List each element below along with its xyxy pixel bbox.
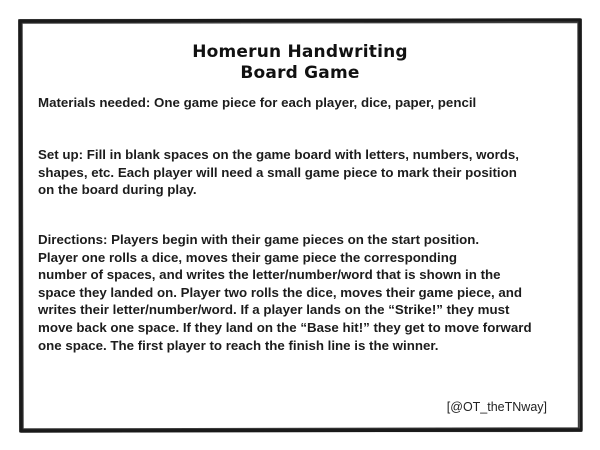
setup-line-3: on the board during play. bbox=[38, 182, 197, 198]
materials-paragraph bbox=[38, 94, 568, 112]
setup-paragraph bbox=[38, 146, 568, 199]
author-credit: [@OT_theTNway] bbox=[446, 400, 547, 414]
directions-line-4: space they landed on. Player two rolls the dice, moves their game piece, and bbox=[38, 284, 523, 300]
page-title bbox=[0, 42, 600, 84]
directions-line-6: move back one space. If they land on the “Base hit!” they get to move forward bbox=[38, 319, 532, 335]
materials-line-1: Materials needed: One game piece for each player, dice, paper, pencil bbox=[38, 95, 477, 110]
setup-line-1: Set up: Fill in blank spaces on the game board with letters, numbers, words, bbox=[38, 147, 519, 162]
directions-line-3: number of spaces, and writes the letter/number/word that is shown in the bbox=[38, 267, 501, 283]
title-line-2: Board Game bbox=[240, 63, 360, 83]
setup-line-2: shapes, etc. Each player will need a small game piece to mark their position bbox=[38, 164, 517, 180]
directions-line-1: Directions: Players begin with their game pieces on the start position. bbox=[38, 232, 480, 247]
directions-line-2: Player one rolls a dice, moves their game piece the corresponding bbox=[38, 249, 457, 265]
directions-paragraph bbox=[38, 231, 568, 354]
directions-line-5: writes their letter/number/word. If a player lands on the “Strike!” they must bbox=[38, 302, 510, 318]
title-line-1: Homerun Handwriting bbox=[192, 42, 408, 62]
directions-line-7: one space. The first player to reach the finish line is the winner. bbox=[38, 337, 439, 353]
